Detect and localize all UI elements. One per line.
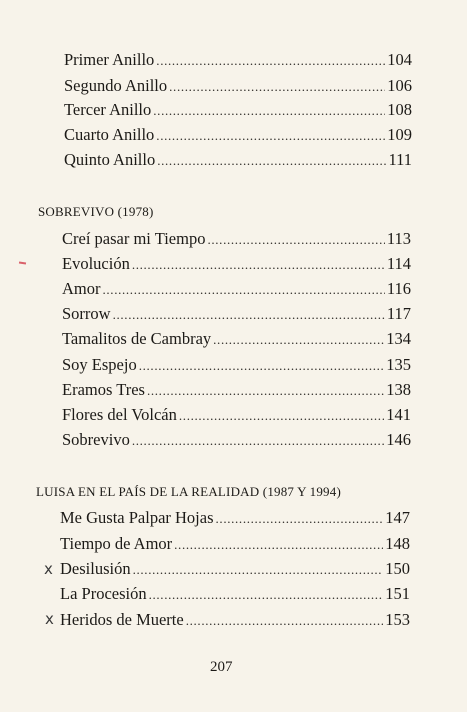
- entry-page: 141: [386, 405, 411, 424]
- entry-title: Segundo Anillo: [64, 76, 168, 95]
- leader-dots: [132, 431, 384, 451]
- entry-page: 151: [385, 584, 410, 603]
- toc-entry: [64, 76, 412, 97]
- section-heading-luisa: LUISA EN EL PAÍS DE LA REALIDAD (1987 Y 1994): [36, 484, 341, 499]
- entry-title: Me Gusta Palpar Hojas: [60, 508, 214, 527]
- toc-entry: [62, 430, 411, 451]
- toc-entry: [62, 355, 411, 376]
- leader-dots: [213, 330, 384, 350]
- handwritten-x-mark: x: [45, 610, 54, 628]
- leader-dots: [113, 305, 385, 325]
- toc-entry: [62, 329, 411, 350]
- entry-title: Heridos de Muerte: [60, 610, 184, 629]
- entry-title: Evolución: [62, 254, 130, 273]
- entry-title: Flores del Volcán: [62, 405, 177, 424]
- entry-title: Cuarto Anillo: [64, 125, 155, 144]
- section-heading-sobrevivo: SOBREVIVO (1978): [38, 204, 154, 219]
- entry-title: Quinto Anillo: [64, 150, 156, 169]
- entry-title: Sorrow: [62, 304, 111, 323]
- entry-page: 111: [388, 150, 412, 169]
- toc-entry: [64, 50, 412, 71]
- entry-title: Soy Espejo: [62, 355, 137, 374]
- entry-title: Amor: [62, 279, 101, 298]
- toc-entry: [64, 125, 412, 146]
- entry-title: Desilusión: [60, 559, 131, 578]
- leader-dots: [156, 126, 385, 146]
- leader-dots: [157, 151, 386, 171]
- leader-dots: [139, 356, 385, 376]
- entry-page: 150: [385, 559, 410, 578]
- entry-page: 106: [387, 76, 412, 95]
- entry-title: Primer Anillo: [64, 50, 155, 69]
- entry-page: 113: [386, 229, 411, 248]
- entry-title: Sobrevivo: [62, 430, 130, 449]
- entry-page: 148: [385, 534, 410, 553]
- entry-page: 138: [386, 380, 411, 399]
- leader-dots: [179, 406, 384, 426]
- leader-dots: [103, 280, 385, 300]
- entry-title: Tiempo de Amor: [60, 534, 173, 553]
- leader-dots: [174, 535, 383, 555]
- leader-dots: [207, 230, 384, 250]
- toc-entry: [60, 610, 410, 631]
- entry-page: 153: [385, 610, 410, 629]
- leader-dots: [186, 611, 384, 631]
- entry-page: 114: [386, 254, 411, 273]
- toc-entry: [62, 405, 411, 426]
- red-pen-mark: [19, 262, 26, 265]
- leader-dots: [169, 77, 385, 97]
- entry-page: 147: [385, 508, 410, 527]
- entry-page: 108: [387, 100, 412, 119]
- page-number: 207: [210, 659, 233, 675]
- entry-title: Tamalitos de Cambray: [62, 329, 212, 348]
- entry-title: Creí pasar mi Tiempo: [62, 229, 206, 248]
- toc-entry: [60, 534, 410, 555]
- leader-dots: [133, 560, 384, 580]
- entry-page: 134: [386, 329, 411, 348]
- leader-dots: [149, 585, 384, 605]
- handwritten-x-mark: x: [44, 560, 53, 578]
- leader-dots: [147, 381, 384, 401]
- entry-page: 135: [386, 355, 411, 374]
- toc-entry: [62, 279, 411, 300]
- entry-title: Eramos Tres: [62, 380, 145, 399]
- leader-dots: [132, 255, 385, 275]
- entry-page: 117: [386, 304, 411, 323]
- entry-page: 146: [386, 430, 411, 449]
- entry-page: 109: [387, 125, 412, 144]
- entry-page: 104: [387, 50, 412, 69]
- toc-entry: [62, 229, 411, 250]
- entry-title: La Procesión: [60, 584, 147, 603]
- leader-dots: [216, 509, 384, 529]
- toc-entry: [62, 254, 411, 275]
- leader-dots: [156, 51, 385, 71]
- leader-dots: [153, 101, 385, 121]
- toc-entry: [60, 559, 410, 580]
- toc-entry: [60, 584, 410, 605]
- toc-entry: [60, 508, 410, 529]
- toc-entry: [64, 100, 412, 121]
- entry-page: 116: [386, 279, 411, 298]
- toc-entry: [64, 150, 412, 171]
- entry-title: Tercer Anillo: [64, 100, 152, 119]
- toc-entry: [62, 380, 411, 401]
- toc-entry: [62, 304, 411, 325]
